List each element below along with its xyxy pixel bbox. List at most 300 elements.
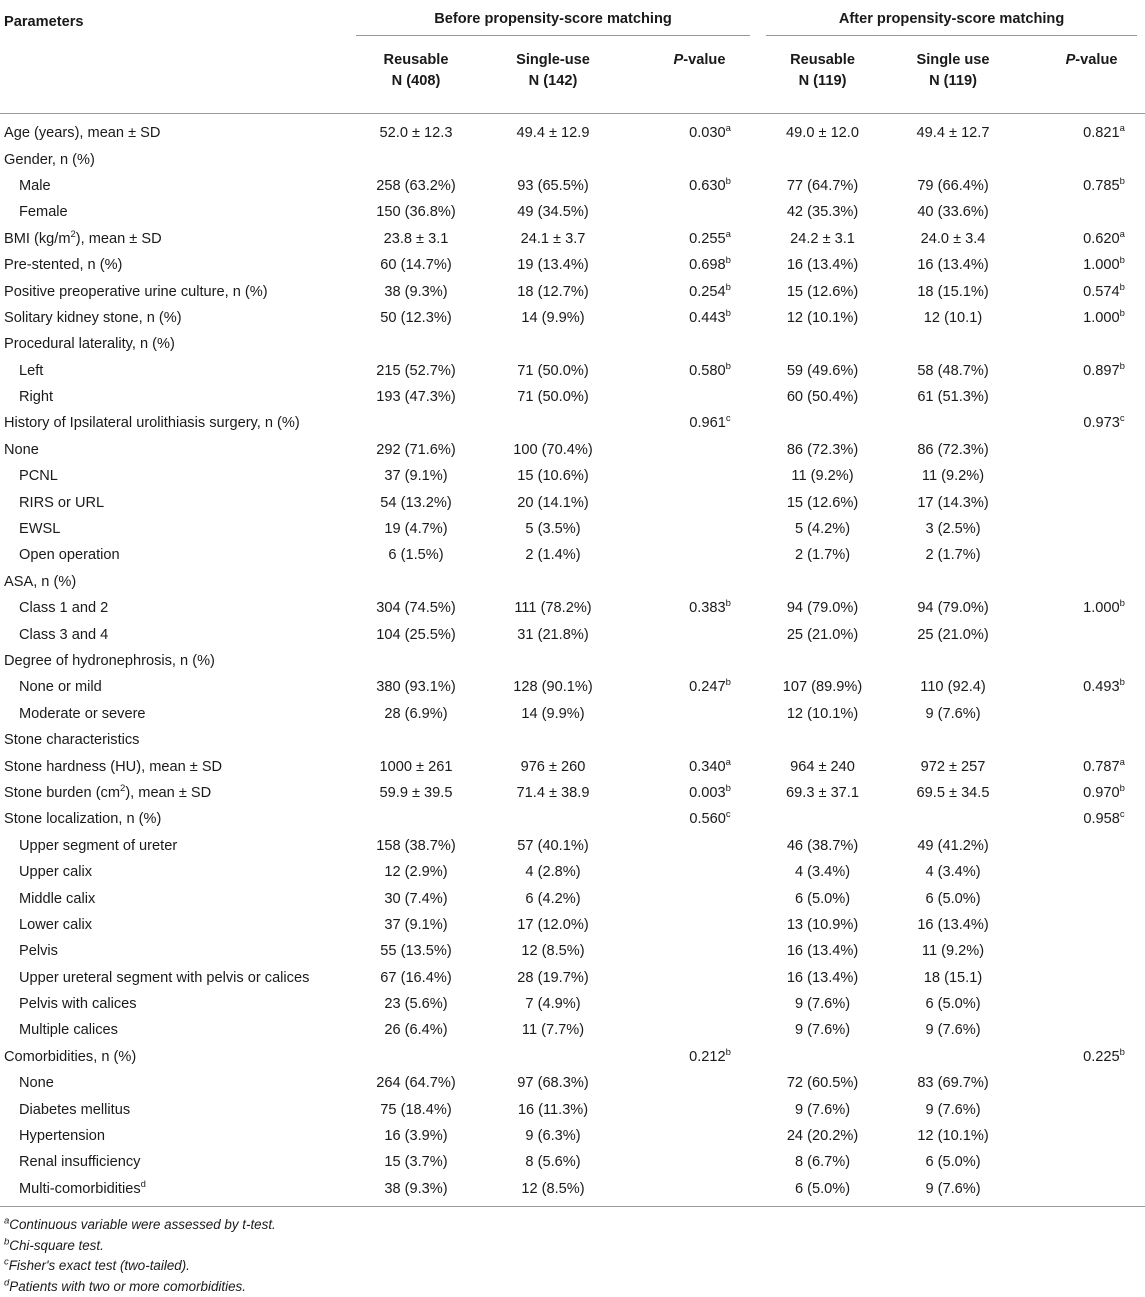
before-reusable-cell: 258 (63.2%) — [376, 177, 456, 194]
after-single-use-cell: 6 (5.0%) — [925, 996, 981, 1013]
after-reusable-cell: 94 (79.0%) — [786, 600, 859, 617]
after-p-value-cell — [1019, 859, 1145, 885]
before-p-value-cell: 0.003$^b$ — [689, 783, 731, 801]
before-single-use-cell: 128 (90.1%) — [513, 679, 593, 696]
after-p-value-cell — [1019, 701, 1145, 727]
after-p-value-cell — [1019, 569, 1145, 595]
after-p-value-cell: 0.958$^c$ — [1083, 809, 1125, 828]
before-p-value-cell: 0.030$^a$ — [689, 123, 731, 142]
before-matching-label: Before propensity-score matching — [356, 5, 750, 36]
after-single-use-cell: 79 (66.4%) — [917, 177, 989, 194]
row-label: Open operation — [19, 547, 120, 564]
before-single-use-cell: 20 (14.1%) — [517, 494, 589, 511]
table-row — [0, 674, 1145, 700]
after-single-use-cell: 11 (9.2%) — [921, 468, 985, 485]
table-row — [0, 569, 1145, 595]
before-reusable-cell: 15 (3.7%) — [384, 1154, 448, 1171]
after-reusable-cell: 9 (7.6%) — [794, 1101, 851, 1118]
table-row — [0, 938, 1145, 964]
after-reusable-cell — [758, 410, 887, 436]
footnote-mark: b — [725, 255, 731, 267]
footnote-mark: a — [1119, 228, 1125, 240]
after-p-value-cell — [1019, 621, 1145, 647]
before-p-value-cell — [622, 701, 758, 727]
after-reusable-cell: 4 (3.4%) — [794, 864, 851, 881]
after-single-use-cell: 17 (14.3%) — [917, 494, 989, 511]
after-p-value-cell — [1019, 1123, 1145, 1149]
after-single-use-cell: 69.5 ± 34.5 — [916, 784, 990, 801]
table-row — [0, 965, 1145, 991]
before-p-value-cell — [622, 912, 758, 938]
before-reusable-cell: 292 (71.6%) — [376, 441, 456, 458]
table-row — [0, 912, 1145, 938]
row-label: Stone characteristics — [4, 732, 140, 749]
after-single-use-cell: 16 (13.4%) — [917, 916, 989, 933]
table-row — [0, 226, 1145, 252]
after-single-use-cell: 86 (72.3%) — [917, 441, 989, 458]
table-body — [0, 114, 1145, 1207]
after-reusable-cell: 60 (50.4%) — [786, 389, 859, 406]
before-single-use-cell: 97 (68.3%) — [517, 1075, 589, 1092]
before-single-use-cell: 49.4 ± 12.9 — [516, 125, 590, 142]
before-p-value-cell — [622, 648, 758, 674]
table-row — [0, 542, 1145, 568]
footnote-mark: a — [725, 228, 731, 240]
before-reusable-cell: 60 (14.7%) — [380, 257, 452, 274]
before-single-use-cell: 100 (70.4%) — [513, 441, 593, 458]
after-single-use-cell: 18 (15.1%) — [917, 283, 989, 300]
after-reusable-cell: 13 (10.9%) — [786, 916, 859, 933]
after-p-value-cell — [1019, 1017, 1145, 1043]
after-reusable-cell: 964 ± 240 — [790, 758, 855, 775]
before-single-use-cell — [484, 806, 622, 832]
row-label: Age (years), mean ± SD — [4, 125, 161, 142]
table-row — [0, 114, 1145, 147]
after-p-value-cell — [1019, 516, 1145, 542]
before-reusable-header: Reusable N (408) — [383, 52, 449, 89]
after-reusable-cell — [758, 331, 887, 357]
before-reusable-cell: 54 (13.2%) — [380, 494, 452, 511]
before-p-value-cell — [622, 938, 758, 964]
before-reusable-cell: 264 (64.7%) — [376, 1075, 456, 1092]
before-p-value-cell — [622, 1070, 758, 1096]
after-reusable-cell: 107 (89.9%) — [782, 679, 863, 696]
after-reusable-cell: 77 (64.7%) — [786, 177, 859, 194]
before-reusable-cell: 380 (93.1%) — [376, 679, 456, 696]
after-single-use-cell: 9 (7.6%) — [925, 1022, 981, 1039]
before-reusable-cell: 23 (5.6%) — [384, 996, 448, 1013]
table-row — [0, 1044, 1145, 1070]
before-single-use-cell: 31 (21.8%) — [517, 626, 589, 643]
before-single-use-cell: 14 (9.9%) — [521, 309, 585, 326]
table-row — [0, 727, 1145, 753]
after-reusable-cell: 6 (5.0%) — [758, 1176, 887, 1207]
before-reusable-cell — [348, 806, 484, 832]
after-reusable-cell: 72 (60.5%) — [786, 1075, 859, 1092]
before-single-use-cell: 11 (7.7%) — [521, 1022, 585, 1039]
before-reusable-cell: 150 (36.8%) — [376, 204, 456, 221]
before-single-use-cell: 71 (50.0%) — [517, 362, 589, 379]
row-label: Female — [19, 204, 68, 221]
after-p-value-cell: 1.000$^b$ — [1083, 598, 1125, 617]
after-single-use-cell: 12 (10.1) — [923, 309, 983, 326]
after-single-use-cell — [887, 569, 1019, 595]
row-label: PCNL — [19, 468, 58, 485]
after-p-value-cell: 0.225$^b$ — [1083, 1047, 1125, 1065]
row-label: Upper calix — [19, 864, 92, 881]
before-p-value-cell — [622, 437, 758, 463]
before-p-value-cell — [622, 727, 758, 753]
after-p-value-cell: 0.973$^c$ — [1083, 413, 1125, 432]
footnote-mark: b — [1119, 1047, 1125, 1058]
after-single-use-cell: 25 (21.0%) — [917, 626, 989, 643]
after-single-use-cell: 972 ± 257 — [920, 758, 986, 775]
table-row — [0, 146, 1145, 172]
before-single-use-header: Single-use N (142) — [516, 52, 590, 89]
after-p-value-cell: 0.620$^a$ — [1083, 228, 1125, 247]
before-reusable-cell: 26 (6.4%) — [384, 1022, 448, 1039]
after-reusable-cell: 8 (6.7%) — [794, 1154, 851, 1171]
row-label: Renal insufficiency — [19, 1154, 141, 1171]
after-p-value-cell — [1019, 331, 1145, 357]
before-p-value-cell: 0.340$^a$ — [689, 756, 731, 775]
before-reusable-cell — [348, 410, 484, 436]
before-p-value-cell — [622, 1149, 758, 1175]
after-p-value-cell — [1019, 199, 1145, 225]
before-p-value-cell — [622, 331, 758, 357]
before-p-value-cell — [622, 859, 758, 885]
before-p-value-cell — [622, 1096, 758, 1122]
footnote-mark: c — [725, 413, 731, 425]
after-single-use-cell: 18 (15.1) — [923, 969, 983, 986]
after-p-value-cell: 0.785$^b$ — [1083, 176, 1125, 194]
before-reusable-cell: 38 (9.3%) — [384, 283, 448, 300]
before-p-value-cell — [622, 146, 758, 172]
table-row — [0, 437, 1145, 463]
before-single-use-cell: 111 (78.2%) — [514, 600, 592, 617]
before-reusable-cell: 38 (9.3%) — [348, 1176, 484, 1207]
before-p-value-cell — [622, 991, 758, 1017]
before-p-value-cell — [622, 542, 758, 568]
before-p-value-cell: 0.580$^b$ — [689, 360, 731, 379]
footnote: $^a$Continuous variable were assessed by t-test. — [4, 1215, 276, 1233]
row-label: Stone burden $(cm^2)$, mean ± SD — [4, 783, 212, 801]
table-row — [0, 199, 1145, 225]
before-reusable-cell: 1000 ± 261 — [379, 758, 453, 775]
before-single-use-cell: 49 (34.5%) — [517, 204, 589, 221]
after-single-use-cell — [887, 806, 1019, 832]
before-reusable-cell — [348, 727, 484, 753]
table-row — [0, 1070, 1145, 1096]
after-reusable-cell: 9 (7.6%) — [794, 1022, 851, 1039]
row-label: Pelvis — [19, 943, 58, 960]
row-label: Solitary kidney stone, n (%) — [4, 309, 182, 326]
before-single-use-cell: 71 (50.0%) — [517, 389, 589, 406]
before-single-use-cell: 12 (8.5%) — [521, 943, 585, 960]
after-single-use-cell: 6 (5.0%) — [925, 890, 981, 907]
row-label: Class 3 and 4 — [19, 626, 109, 643]
row-label: Stone hardness (HU), mean ± SD — [4, 758, 223, 775]
after-p-value-cell: 0.787$^a$ — [1083, 756, 1125, 775]
footnote-mark: b — [1119, 598, 1125, 610]
before-p-value-cell — [622, 569, 758, 595]
after-reusable-cell: 15 (12.6%) — [786, 494, 859, 511]
before-p-value-cell — [622, 1123, 758, 1149]
after-reusable-cell: 16 (13.4%) — [786, 257, 859, 274]
after-reusable-cell: 24.2 ± 3.1 — [790, 230, 855, 247]
table-row — [0, 410, 1145, 436]
before-single-use-cell: 2 (1.4%) — [525, 547, 581, 564]
after-single-use-cell: 16 (13.4%) — [917, 257, 989, 274]
row-label: Pre-stented, n (%) — [4, 257, 123, 274]
footnote-mark: b — [1119, 360, 1125, 372]
before-single-use-cell: 71.4 ± 38.9 — [516, 784, 590, 801]
before-p-value-cell — [622, 384, 758, 410]
before-single-use-cell — [484, 569, 622, 595]
before-reusable-cell: 28 (6.9%) — [384, 705, 448, 722]
before-reusable-cell — [348, 648, 484, 674]
after-single-use-cell: 2 (1.7%) — [925, 547, 981, 564]
table-row — [0, 621, 1145, 647]
before-single-use-cell: 93 (65.5%) — [517, 177, 589, 194]
after-p-value-cell: 0.897$^b$ — [1083, 360, 1125, 379]
after-single-use-cell: 61 (51.3%) — [917, 389, 989, 406]
footnote-mark: b — [1119, 255, 1125, 267]
after-p-value-cell: 0.574$^b$ — [1083, 281, 1125, 300]
footnote-mark: b — [725, 176, 731, 188]
table-row — [0, 278, 1145, 304]
after-single-use-cell: 110 (92.4) — [920, 679, 986, 696]
before-reusable-cell: 6 (1.5%) — [388, 547, 444, 564]
after-single-use-cell: 58 (48.7%) — [917, 362, 989, 379]
before-single-use-cell: 16 (11.3%) — [517, 1101, 589, 1118]
before-p-value-cell — [622, 833, 758, 859]
table-row — [0, 859, 1145, 885]
after-reusable-cell: 5 (4.2%) — [794, 521, 851, 538]
before-reusable-cell: 12 (2.9%) — [384, 864, 448, 881]
footnote-mark: b — [725, 783, 731, 795]
footnote-mark: b — [1119, 176, 1125, 188]
table-footnotes — [0, 1207, 1145, 1297]
after-p-value-cell — [1019, 1096, 1145, 1122]
before-p-value-cell: 0.383$^b$ — [689, 598, 731, 617]
after-single-use-cell: 49 (41.2%) — [917, 837, 989, 854]
after-p-value-cell — [1019, 727, 1145, 753]
after-p-value-cell — [1019, 384, 1145, 410]
after-single-use-cell: 49.4 ± 12.7 — [916, 125, 990, 142]
before-p-value-cell — [622, 965, 758, 991]
after-p-value-cell — [1019, 991, 1145, 1017]
row-label: Upper segment of ureter — [19, 837, 178, 854]
before-p-value-cell — [622, 199, 758, 225]
after-reusable-cell — [758, 1044, 887, 1070]
before-reusable-cell: 19 (4.7%) — [384, 521, 448, 538]
before-p-value-cell — [622, 516, 758, 542]
before-single-use-cell — [484, 146, 622, 172]
after-reusable-cell: 25 (21.0%) — [786, 626, 859, 643]
table-row — [0, 384, 1145, 410]
row-label: Left — [19, 362, 44, 379]
footnote: $^b$Chi-square test. — [4, 1236, 104, 1253]
before-reusable-cell: 30 (7.4%) — [384, 890, 448, 907]
footnote: $^c$Fisher's exact test (two-tailed). — [4, 1256, 190, 1274]
footnote-mark: c — [1119, 809, 1125, 821]
after-p-value-cell — [1019, 146, 1145, 172]
after-p-value-cell: 0.493$^b$ — [1083, 677, 1125, 696]
row-label: Positive preoperative urine culture, n (%) — [4, 283, 268, 300]
before-reusable-cell: 55 (13.5%) — [380, 943, 452, 960]
after-single-use-cell: 24.0 ± 3.4 — [920, 230, 986, 247]
after-p-value-cell: 0.970$^b$ — [1083, 783, 1125, 801]
before-p-value-header: P-value — [673, 52, 726, 68]
after-reusable-cell: 16 (13.4%) — [786, 969, 859, 986]
before-p-value-cell: 0.560$^c$ — [689, 809, 731, 828]
after-single-use-cell — [887, 410, 1019, 436]
after-p-value-cell — [1019, 437, 1145, 463]
before-p-value-cell: 0.255$^a$ — [689, 228, 731, 247]
table-row — [0, 806, 1145, 832]
row-label: Procedural laterality, n (%) — [4, 336, 175, 353]
table-row — [0, 1149, 1145, 1175]
before-reusable-cell: 59.9 ± 39.5 — [379, 784, 453, 801]
footnote-mark: c — [1119, 413, 1125, 425]
before-reusable-cell: 215 (52.7%) — [376, 362, 456, 379]
row-label: EWSL — [19, 521, 61, 538]
after-reusable-cell: 42 (35.3%) — [786, 204, 859, 221]
before-p-value-cell — [622, 885, 758, 911]
after-p-value-cell — [1019, 463, 1145, 489]
table-row — [0, 833, 1145, 859]
footnote-mark: a — [1119, 756, 1125, 768]
after-p-value-cell — [1019, 833, 1145, 859]
before-reusable-cell: 52.0 ± 12.3 — [379, 125, 453, 142]
before-reusable-cell: 104 (25.5%) — [376, 626, 456, 643]
table-row — [0, 252, 1145, 278]
row-label: Hypertension — [19, 1128, 105, 1145]
table-row — [0, 173, 1145, 199]
before-p-value-cell: 0.630$^b$ — [689, 176, 731, 194]
before-single-use-cell: 18 (12.7%) — [517, 283, 589, 300]
before-p-value-cell — [622, 1017, 758, 1043]
after-reusable-cell: 46 (38.7%) — [786, 837, 859, 854]
after-p-value-cell: 0.821$^a$ — [1083, 123, 1125, 142]
after-reusable-cell: 12 (10.1%) — [786, 705, 859, 722]
before-single-use-cell: 5 (3.5%) — [525, 521, 581, 538]
after-single-use-cell: 94 (79.0%) — [917, 600, 989, 617]
before-reusable-cell: 37 (9.1%) — [384, 468, 448, 485]
before-reusable-cell: 158 (38.7%) — [376, 837, 456, 854]
before-single-use-cell: 57 (40.1%) — [517, 837, 589, 854]
after-reusable-cell — [758, 648, 887, 674]
after-p-value-header: P-value — [1065, 52, 1118, 68]
footnote-mark: b — [725, 1047, 731, 1058]
row-label: Middle calix — [19, 890, 96, 907]
after-single-use-cell: 9 (7.6%) — [925, 705, 981, 722]
before-single-use-cell: 4 (2.8%) — [525, 864, 581, 881]
after-reusable-cell: 49.0 ± 12.0 — [786, 125, 859, 142]
after-p-value-cell — [1019, 648, 1145, 674]
table-row — [0, 1096, 1145, 1122]
footnote-mark: b — [725, 308, 731, 320]
after-reusable-cell: 2 (1.7%) — [794, 547, 851, 564]
before-single-use-cell: 976 ± 260 — [520, 758, 586, 775]
after-reusable-cell — [758, 146, 887, 172]
row-label: BMI $(kg/m^2)$, mean ± SD — [4, 228, 162, 247]
row-label: Stone localization, n (%) — [4, 811, 162, 828]
footnote-mark: a — [725, 756, 731, 768]
footnote-mark: b — [1119, 677, 1125, 689]
row-label: Upper ureteral segment with pelvis or calices — [19, 969, 310, 986]
after-reusable-cell: 59 (49.6%) — [786, 362, 859, 379]
after-single-use-cell — [887, 648, 1019, 674]
row-label: Multi-comorbidities$^d$ — [0, 1176, 348, 1207]
table-row — [0, 701, 1145, 727]
after-reusable-header: Reusable N (119) — [790, 52, 855, 89]
before-single-use-cell: 6 (4.2%) — [525, 890, 581, 907]
after-p-value-cell — [1019, 938, 1145, 964]
after-single-use-cell: 6 (5.0%) — [925, 1154, 981, 1171]
footnote-mark: a — [725, 123, 731, 135]
before-p-value-cell — [622, 489, 758, 515]
after-single-use-cell: 3 (2.5%) — [925, 521, 981, 538]
row-label: Gender, n (%) — [4, 151, 95, 168]
table-row — [0, 991, 1145, 1017]
after-single-use-cell — [887, 146, 1019, 172]
before-single-use-cell: 14 (9.9%) — [521, 705, 585, 722]
before-single-use-cell: 7 (4.9%) — [525, 996, 581, 1013]
row-label: Right — [19, 389, 54, 406]
footnote-mark: b — [725, 598, 731, 610]
before-single-use-cell: 12 (8.5%) — [484, 1176, 622, 1207]
before-reusable-cell: 67 (16.4%) — [380, 969, 452, 986]
before-single-use-cell: 17 (12.0%) — [517, 916, 589, 933]
table-row — [0, 463, 1145, 489]
after-single-use-cell: 40 (33.6%) — [917, 204, 989, 221]
row-label: Class 1 and 2 — [19, 600, 109, 617]
before-p-value-cell — [622, 1176, 758, 1207]
footnote-mark: b — [1119, 308, 1125, 320]
row-label: None or mild — [19, 679, 102, 696]
row-label: History of Ipsilateral urolithiasis surgery, n (%) — [4, 415, 300, 432]
table-row — [0, 753, 1145, 779]
footnote-mark: b — [725, 281, 731, 293]
footnote-mark: c — [725, 809, 731, 821]
after-reusable-cell: 69.3 ± 37.1 — [786, 784, 859, 801]
row-label: Multiple calices — [19, 1022, 118, 1039]
table-row — [0, 1176, 1145, 1207]
before-single-use-cell: 9 (6.3%) — [525, 1128, 581, 1145]
row-label: ASA, n (%) — [4, 573, 77, 590]
after-p-value-cell — [1019, 965, 1145, 991]
footnote-mark: b — [725, 677, 731, 689]
after-reusable-cell: 15 (12.6%) — [786, 283, 859, 300]
row-label: Male — [19, 177, 51, 194]
before-reusable-cell: 304 (74.5%) — [376, 600, 456, 617]
before-reusable-cell: 23.8 ± 3.1 — [383, 230, 449, 247]
before-p-value-cell: 0.212$^b$ — [689, 1047, 731, 1065]
after-single-use-cell — [887, 727, 1019, 753]
table-row — [0, 595, 1145, 621]
table-row — [0, 489, 1145, 515]
before-reusable-cell — [348, 331, 484, 357]
after-single-use-cell: 9 (7.6%) — [925, 1101, 981, 1118]
before-reusable-cell — [348, 1044, 484, 1070]
after-p-value-cell — [1019, 885, 1145, 911]
before-p-value-cell — [622, 621, 758, 647]
before-single-use-cell: 28 (19.7%) — [517, 969, 589, 986]
before-reusable-cell: 37 (9.1%) — [384, 916, 448, 933]
before-reusable-cell: 50 (12.3%) — [380, 309, 452, 326]
